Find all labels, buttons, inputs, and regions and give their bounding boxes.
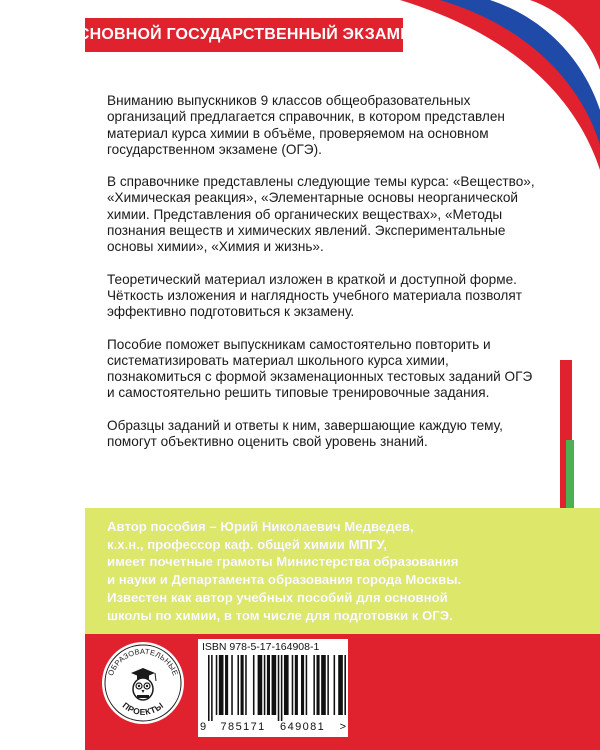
- barcode-bar: [338, 655, 343, 715]
- barcode-bar: [219, 655, 224, 715]
- logo-text-bottom: ПРОЕКТЫ: [120, 700, 166, 717]
- author-line: и науки и Департамента образования города Москвы.: [107, 572, 462, 588]
- barcode-bar: [284, 655, 289, 715]
- description-paragraph: Вниманию выпускников 9 классов общеобразовательных организаций предлагается справочник, в котором представлен материал курса химии в объёме, проверяемом на основном государственном экзамене (ОГЭ).: [107, 93, 505, 157]
- description-paragraph: Образцы заданий и ответы к ним, завершающие каждую тему, помогут объективно оценить свой уровень знаний.: [107, 417, 503, 450]
- barcode-bar: [281, 655, 283, 721]
- publisher-logo: [100, 640, 186, 726]
- barcode-bar: [267, 655, 270, 715]
- barcode-bar: [208, 655, 210, 721]
- barcode-bar: [278, 655, 280, 721]
- barcode-bar: [241, 655, 244, 715]
- barcode-box: [198, 639, 348, 737]
- author-line: к.х.н., профессор каф. общей химии МПГУ,: [107, 536, 387, 552]
- barcode-bar: [344, 655, 346, 715]
- barcode-bar: [334, 655, 336, 715]
- barcode-bar: [327, 655, 329, 715]
- author-line: школы по химии, в том числе для подготовки к ОГЭ.: [107, 607, 453, 623]
- description-paragraph: Теоретический материал изложен в краткой и доступной форме. Чёткость изложения и наглядность учебного материала позволят эффективно подготовиться к экзамену.: [107, 271, 522, 320]
- exam-title: ОСНОВНОЙ ГОСУДАРСТВЕННЫЙ ЭКЗАМЕН: [65, 26, 423, 43]
- barcode-bars: [200, 655, 346, 721]
- barcode-bar: [317, 655, 320, 715]
- barcode-bar: [272, 655, 277, 715]
- barcode-bar: [225, 655, 228, 715]
- description-paragraph: Пособие поможет выпускникам самостоятельно повторить и систематизировать материал школьного курса химии, познакомиться с формой экзаменационных тестовых заданий ОГЭ и самостоятельно решить типовые тренировочные задания.: [107, 336, 533, 401]
- barcode-digit-tail: >: [339, 721, 346, 733]
- author-text: [107, 518, 587, 624]
- barcode-bar: [253, 655, 255, 715]
- description-paragraph: В справочнике представлены следующие темы курса: «Вещество», «Химическая реакция», «Элементарные основы неорганической химии. Представления об органических веществах», «Методы познания веществ и химических явлений. Экспериментальные основы химии», «Химия и жизнь».: [107, 174, 535, 255]
- header-bar: [65, 18, 423, 52]
- barcode-bar: [295, 655, 298, 715]
- barcode-bar: [264, 655, 266, 715]
- barcode-bar: [211, 655, 213, 721]
- barcode-bar: [231, 655, 233, 715]
- barcode-bar: [301, 655, 304, 715]
- author-info-box: [85, 508, 600, 634]
- isbn-text: ISBN 978-5-17-164908-1: [202, 641, 320, 653]
- barcode-bar: [292, 655, 294, 715]
- barcode-digits: [200, 721, 346, 733]
- logo-text-top: ОБРАЗОВАТЕЛЬНЫЕ: [105, 646, 181, 678]
- barcode-bar: [258, 655, 263, 715]
- barcode-bar: [245, 655, 247, 715]
- description-text: [107, 93, 539, 466]
- barcode-digit-lead: 9: [200, 721, 207, 733]
- barcode-digit-group-1: 785171: [220, 721, 266, 733]
- barcode-bar: [216, 655, 218, 715]
- barcode-bar: [321, 655, 326, 715]
- author-line: имеет почетные грамоты Министерства образования: [107, 554, 459, 570]
- barcode-digit-group-2: 649081: [280, 721, 326, 733]
- barcode-bar: [237, 655, 239, 715]
- barcode-bar: [306, 655, 308, 715]
- author-line: Автор пособия – Юрий Николаевич Медведев,: [107, 519, 414, 534]
- author-line: Известен как автор учебных пособий для основной: [107, 589, 448, 605]
- barcode-bar: [313, 655, 315, 715]
